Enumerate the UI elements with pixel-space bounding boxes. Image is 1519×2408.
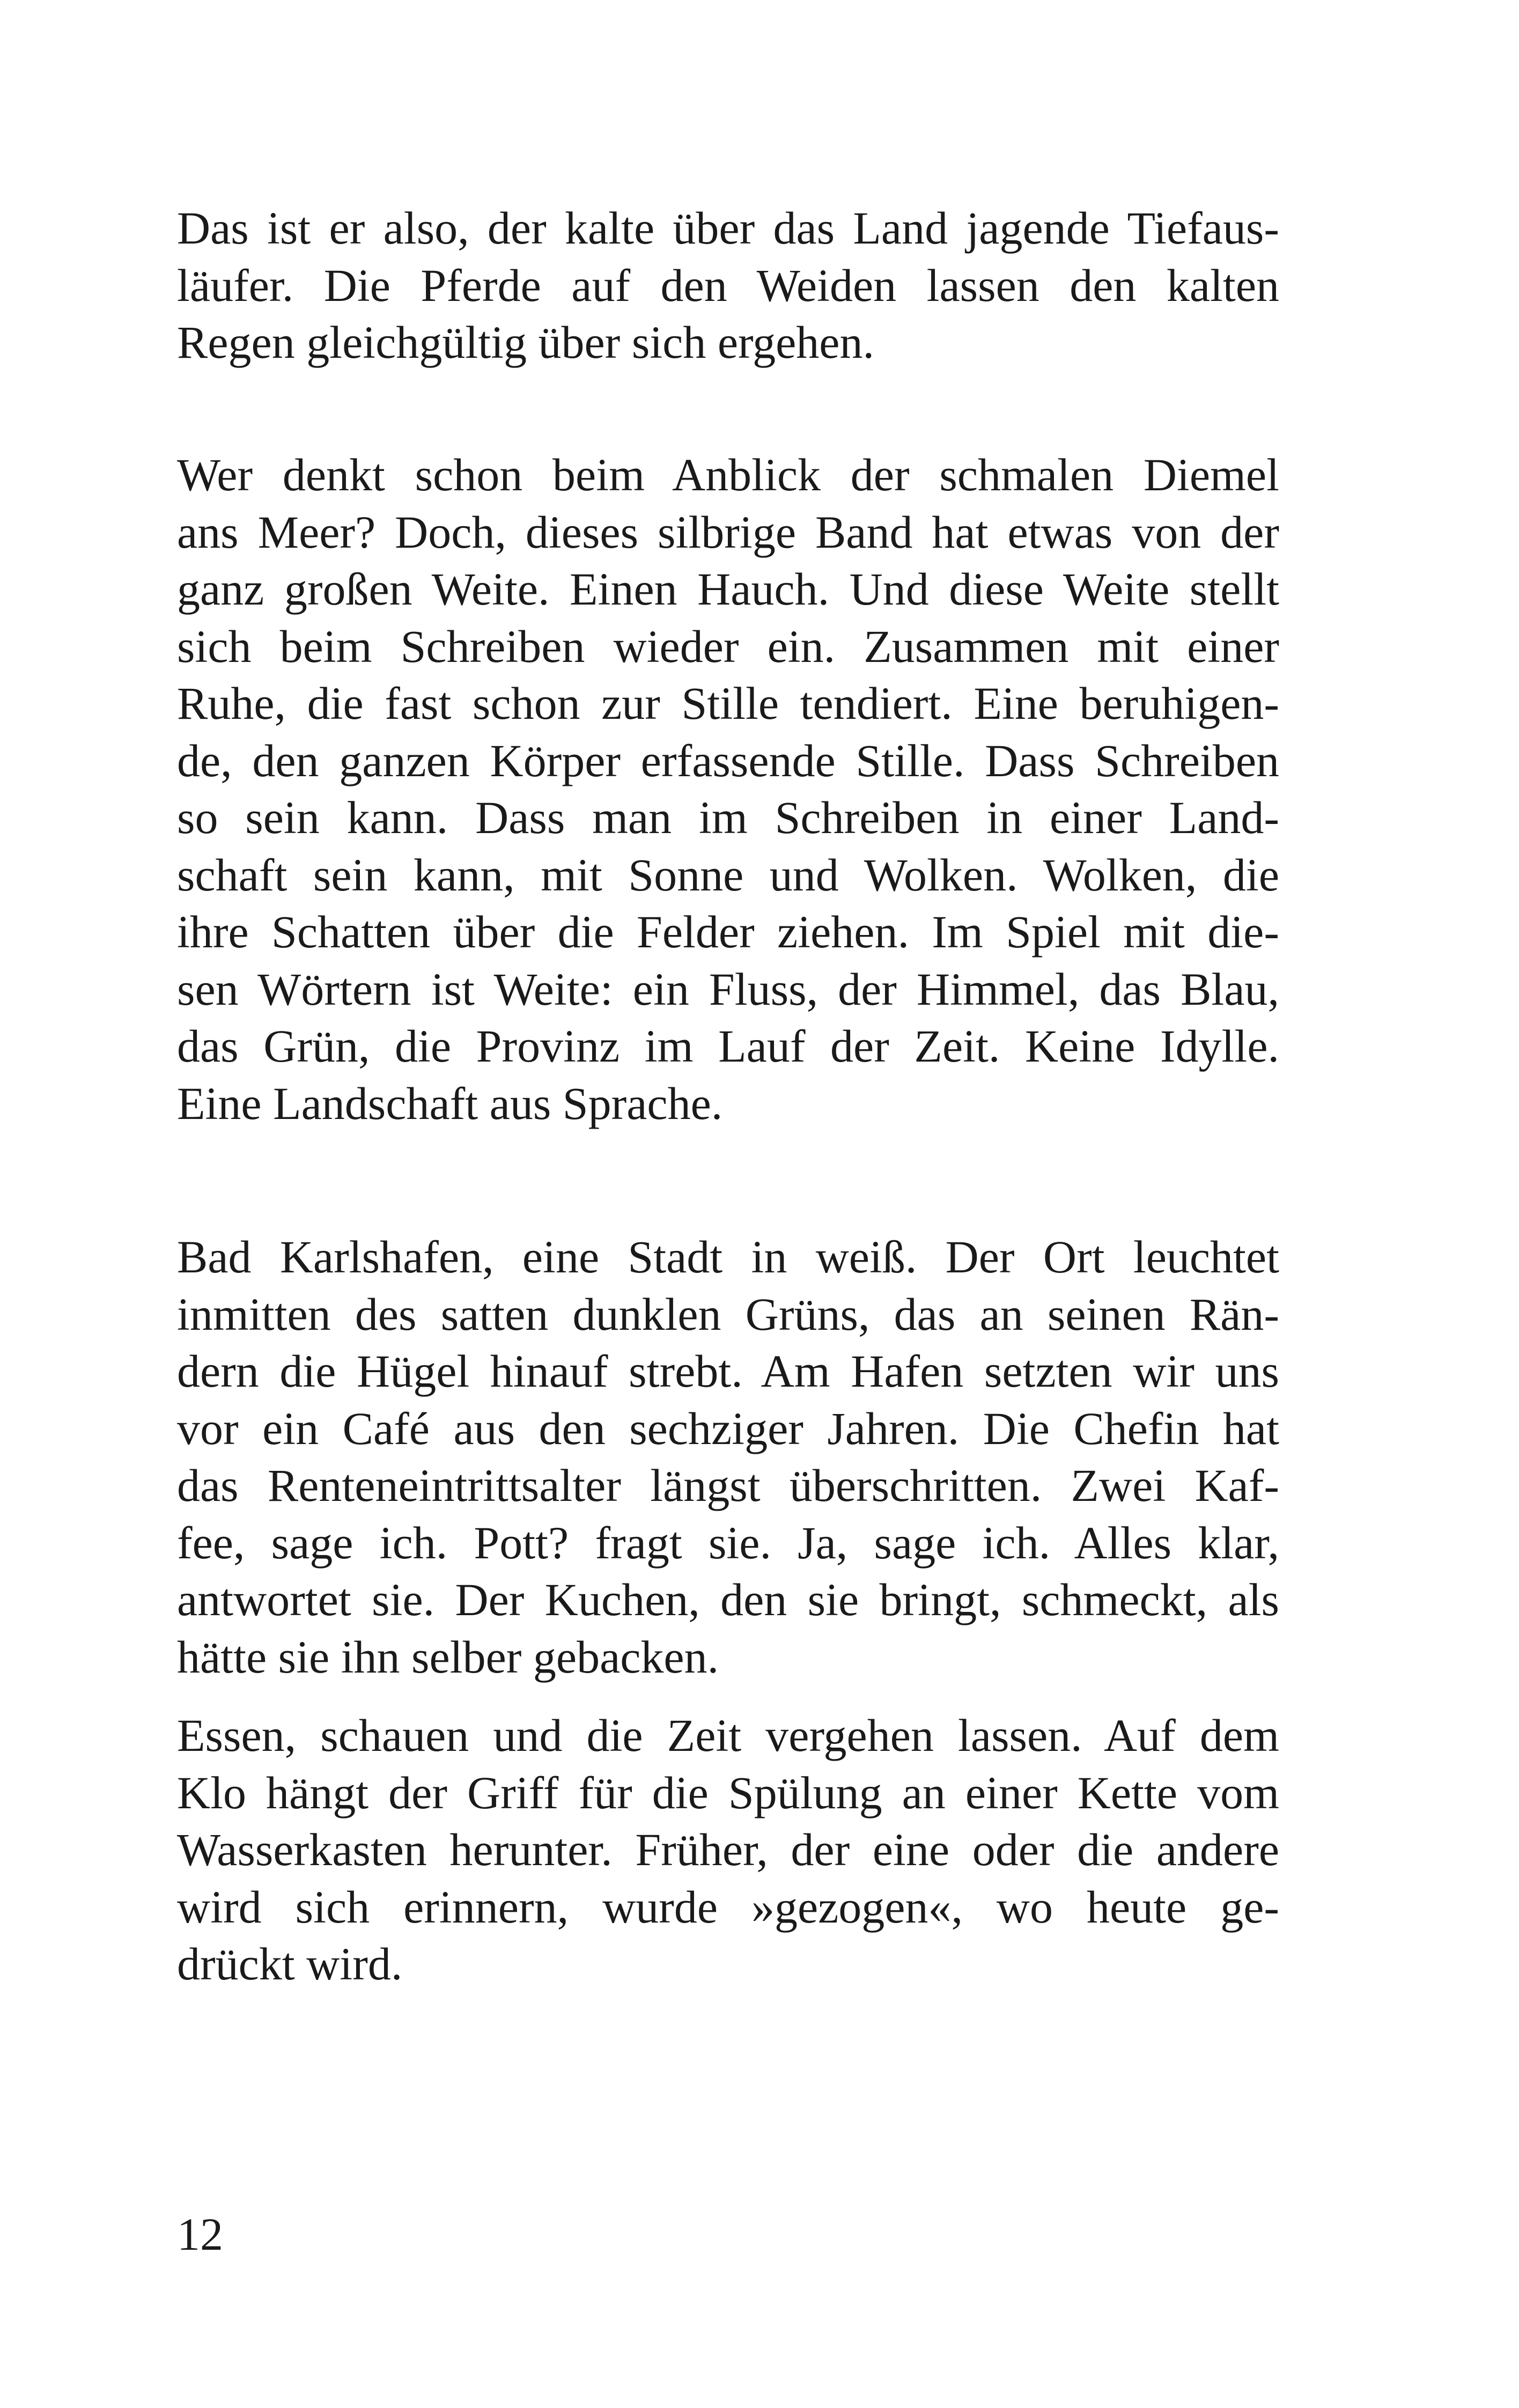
text-line: Essen, schauen und die Zeit vergehen lassen. Auf dem bbox=[177, 1710, 1279, 1761]
paragraph-1 bbox=[177, 200, 1279, 371]
text-line: das Renteneintrittsalter längst überschritten. Zwei Kaf- bbox=[177, 1460, 1279, 1511]
text-line: dern die Hügel hinauf strebt. Am Hafen setzten wir uns bbox=[177, 1345, 1279, 1397]
text-line: ganz großen Weite. Einen Hauch. Und diese Weite stellt bbox=[177, 563, 1279, 615]
text-line: sen Wörtern ist Weite: ein Fluss, der Himmel, das Blau, bbox=[177, 963, 1279, 1015]
text-line: antwortet sie. Der Kuchen, den sie bringt, schmeckt, als bbox=[177, 1574, 1279, 1625]
text-line: so sein kann. Dass man im Schreiben in einer Land- bbox=[177, 792, 1279, 843]
text-line: Das ist er also, der kalte über das Land jagende Tiefaus- bbox=[177, 202, 1279, 254]
text-line: Regen gleichgültig über sich ergehen. bbox=[177, 316, 874, 368]
text-line: Klo hängt der Griff für die Spülung an einer Kette vom bbox=[177, 1766, 1279, 1818]
text-line: Wasserkasten herunter. Früher, der eine oder die andere bbox=[177, 1824, 1279, 1875]
text-line: ans Meer? Doch, dieses silbrige Band hat etwas von der bbox=[177, 506, 1279, 558]
text-line: de, den ganzen Körper erfassende Stille. Dass Schreiben bbox=[177, 734, 1279, 786]
text-line: ihre Schatten über die Felder ziehen. Im Spiel mit die- bbox=[177, 906, 1279, 958]
text-line: vor ein Café aus den sechziger Jahren. Die Chefin hat bbox=[177, 1402, 1279, 1454]
text-line: läufer. Die Pferde auf den Weiden lassen den kalten bbox=[177, 259, 1279, 311]
text-line: sich beim Schreiben wieder ein. Zusammen mit einer bbox=[177, 620, 1279, 672]
text-line: inmitten des satten dunklen Grüns, das an seinen Rän- bbox=[177, 1288, 1279, 1340]
paragraph-4 bbox=[177, 1707, 1279, 1993]
text-line: Wer denkt schon beim Anblick der schmalen Diemel bbox=[177, 449, 1279, 500]
text-line: Eine Landschaft aus Sprache. bbox=[177, 1077, 723, 1129]
text-line: fee, sage ich. Pott? fragt sie. Ja, sage ich. Alles klar, bbox=[177, 1516, 1279, 1568]
page-number: 12 bbox=[177, 2208, 223, 2260]
paragraph-2 bbox=[177, 446, 1279, 1132]
text-line: drückt wird. bbox=[177, 1938, 403, 1990]
text-line: das Grün, die Provinz im Lauf der Zeit. Keine Idylle. bbox=[177, 1020, 1279, 1072]
text-line: schaft sein kann, mit Sonne und Wolken. Wolken, die bbox=[177, 849, 1279, 901]
text-line: Bad Karlshafen, eine Stadt in weiß. Der Ort leuchtet bbox=[177, 1231, 1279, 1283]
text-line: hätte sie ihn selber gebacken. bbox=[177, 1631, 719, 1683]
paragraph-3 bbox=[177, 1228, 1279, 1685]
text-line: wird sich erinnern, wurde »gezogen«, wo heute ge- bbox=[177, 1881, 1279, 1933]
text-line: Ruhe, die fast schon zur Stille tendiert. Eine beruhigen- bbox=[177, 678, 1279, 729]
